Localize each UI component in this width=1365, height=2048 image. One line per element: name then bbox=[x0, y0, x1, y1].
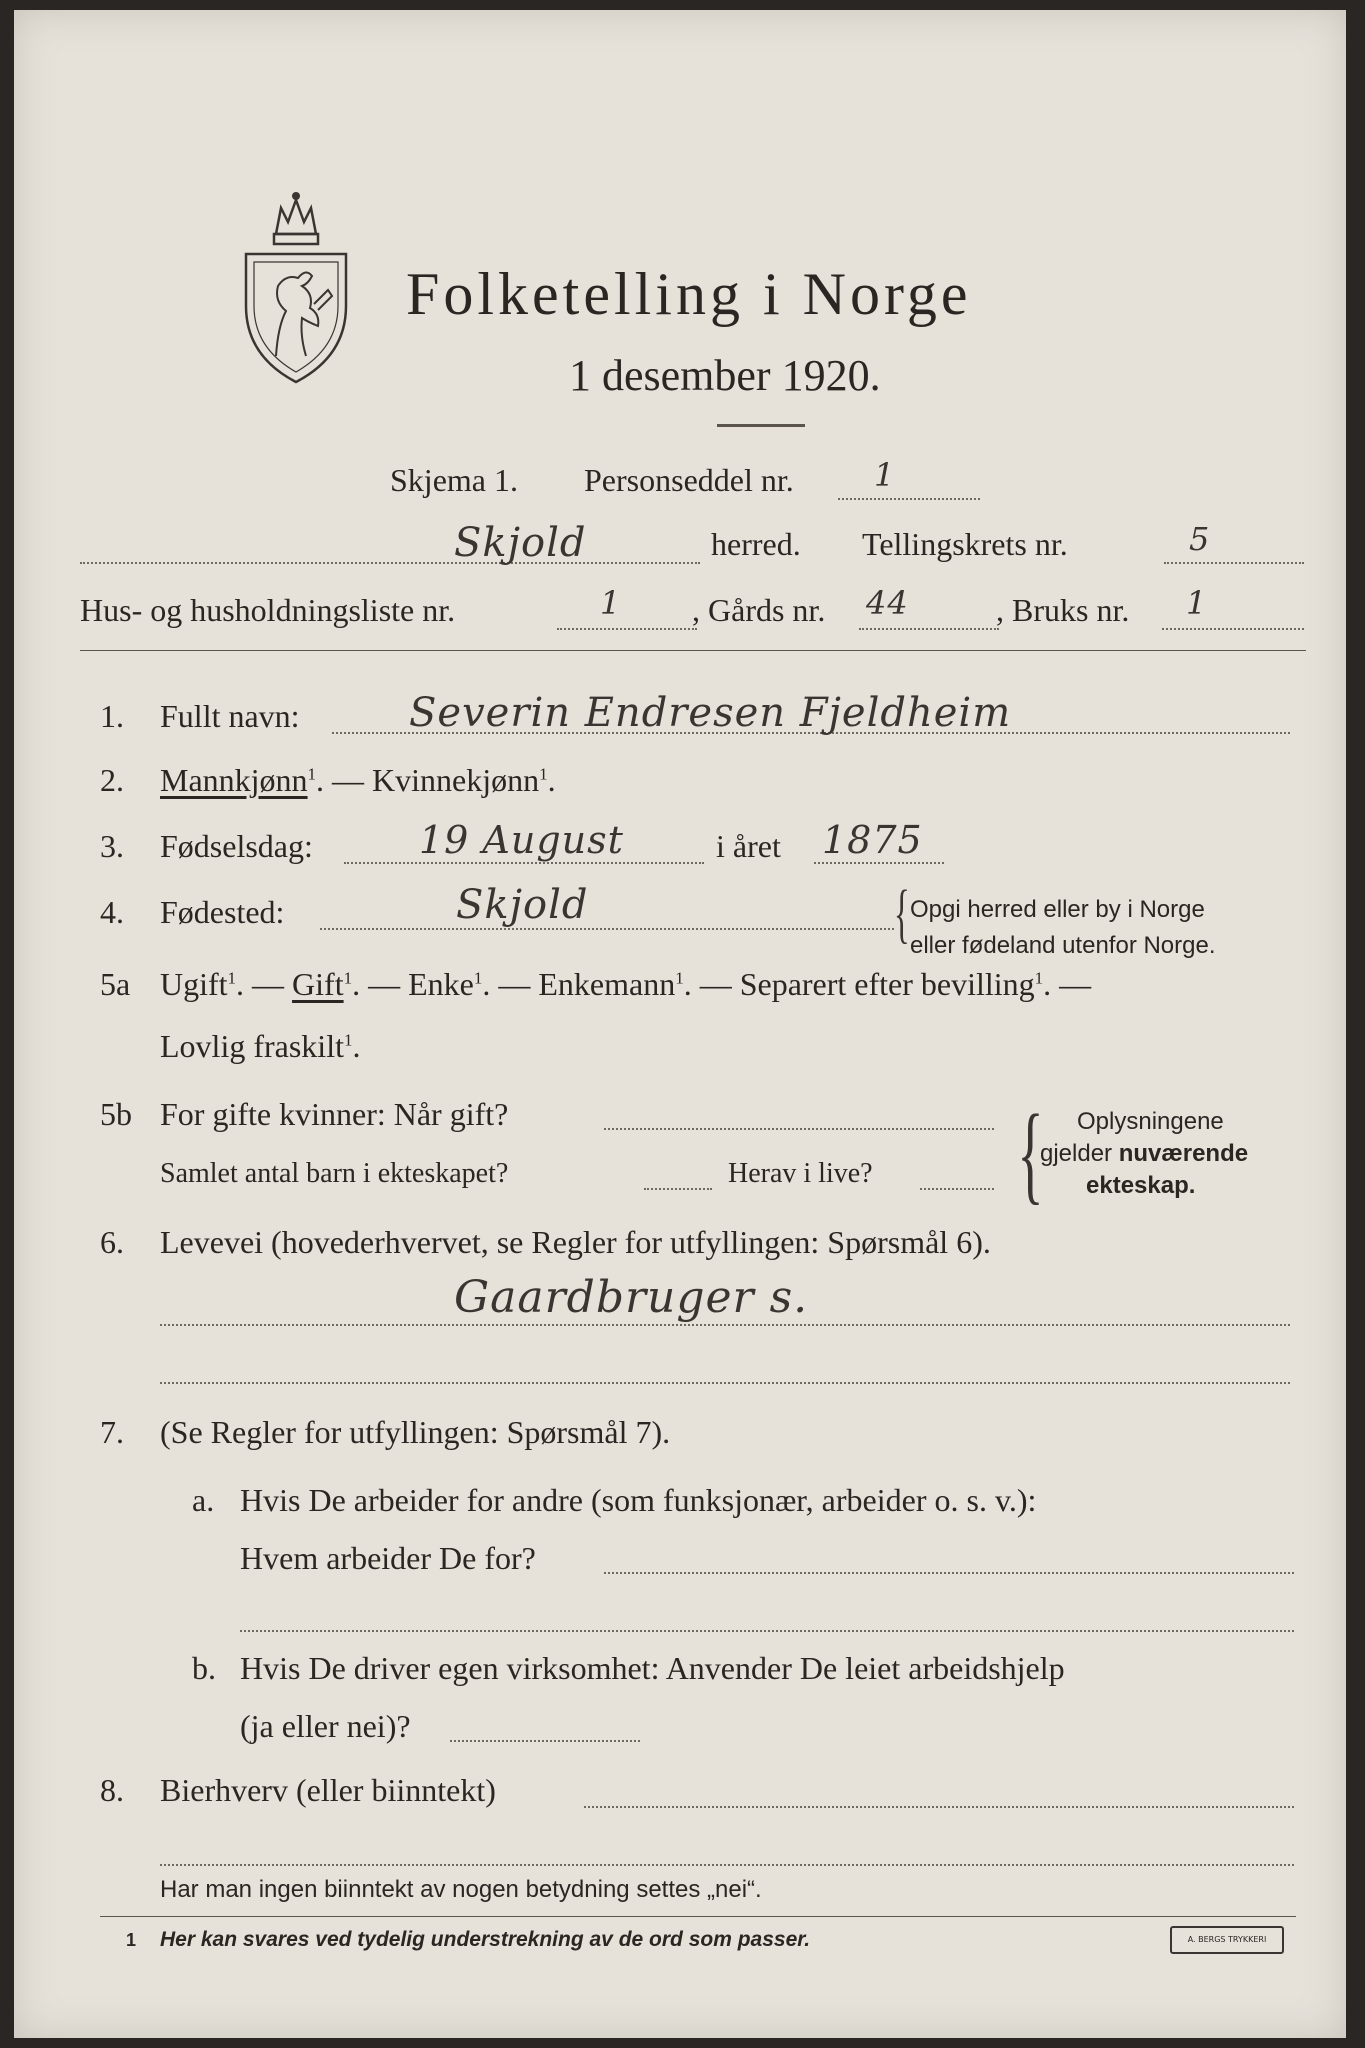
herred-line bbox=[80, 562, 700, 564]
marriage-note-2: gjelder nuværende bbox=[1040, 1140, 1249, 1167]
q1-number: 1. bbox=[100, 698, 124, 734]
birthplace-note-2: eller fødeland utenfor Norge. bbox=[910, 932, 1216, 959]
tellingskrets-value[interactable]: 5 bbox=[1189, 520, 1211, 558]
status-enke[interactable]: Enke bbox=[408, 966, 474, 1002]
gards-value[interactable]: 44 bbox=[866, 584, 909, 622]
title-divider bbox=[717, 424, 805, 427]
year-label: i året bbox=[716, 828, 781, 864]
hired-help-line bbox=[450, 1740, 640, 1742]
employer-line-2 bbox=[240, 1630, 1294, 1632]
side-income-line-2 bbox=[160, 1864, 1294, 1866]
footnote-separator bbox=[100, 1916, 1296, 1917]
q8-label: Bierhverv (eller biinntekt) bbox=[160, 1772, 496, 1808]
bruks-label: , Bruks nr. bbox=[996, 592, 1130, 628]
footnote-text: Her kan svares ved tydelig understrekning av de ord som passer. bbox=[160, 1928, 811, 1951]
q4-number: 4. bbox=[100, 894, 124, 930]
q6-label: Levevei (hovederhvervet, se Regler for utfyllingen: Spørsmål 6). bbox=[160, 1224, 991, 1260]
hus-line bbox=[557, 628, 697, 630]
gender-options: Mannkjønn$^1$. — Kvinnekjønn$^1$. bbox=[160, 762, 556, 798]
herred-label: herred. bbox=[711, 526, 801, 562]
full-name-value[interactable]: Severin Endresen Fjeldheim bbox=[409, 690, 1012, 736]
birthplace-note-1: Opgi herred eller by i Norge bbox=[910, 896, 1205, 923]
children-label: Samlet antal barn i ekteskapet? bbox=[160, 1158, 509, 1189]
census-form bbox=[14, 10, 1346, 2038]
q3-number: 3. bbox=[100, 828, 124, 864]
alive-label: Herav i live? bbox=[728, 1158, 873, 1189]
occupation-line-2 bbox=[160, 1382, 1290, 1384]
gender-male[interactable]: Mannkjønn bbox=[160, 762, 308, 798]
side-income-line-1 bbox=[584, 1806, 1294, 1808]
birthday-line bbox=[344, 862, 704, 864]
side-income-note: Har man ingen biinntekt av nogen betydning settes „nei“. bbox=[160, 1876, 762, 1903]
q8-number: 8. bbox=[100, 1772, 124, 1808]
married-date-line bbox=[604, 1128, 994, 1130]
marital-status-options: Ugift$^1$. — Gift$^1$. — Enke$^1$. — Enkemann$^1$. — Separert efter bevilling$^1$. — bbox=[160, 966, 1092, 1002]
form-title: Folketelling i Norge bbox=[406, 261, 972, 327]
marriage-note-1: Oplysningene bbox=[1077, 1108, 1224, 1135]
gender-female[interactable]: Kvinnekjønn bbox=[372, 762, 540, 798]
footnote-mark: 1 bbox=[126, 1930, 137, 1950]
q7b-number: b. bbox=[192, 1650, 216, 1686]
q5b-number: 5b bbox=[100, 1096, 132, 1132]
status-enkemann[interactable]: Enkemann bbox=[538, 966, 676, 1002]
tellingskrets-label: Tellingskrets nr. bbox=[862, 526, 1068, 562]
personseddel-label: Personseddel nr. bbox=[584, 462, 794, 498]
status-separert[interactable]: Separert efter bevilling bbox=[739, 966, 1035, 1002]
marriage-note-brace: { bbox=[1017, 1092, 1044, 1214]
q5a-number: 5a bbox=[100, 966, 131, 1002]
birthplace-line bbox=[320, 928, 894, 930]
tellingskrets-line bbox=[1164, 562, 1304, 564]
q1-label: Fullt navn: bbox=[160, 698, 300, 734]
q7a-text: Hvis De arbeider for andre (som funksjonær, arbeider o. s. v.): bbox=[240, 1482, 1037, 1518]
status-gift[interactable]: Gift bbox=[292, 966, 344, 1002]
gards-line bbox=[859, 628, 999, 630]
alive-line bbox=[920, 1188, 994, 1190]
q6-number: 6. bbox=[100, 1224, 124, 1260]
marriage-note-3: ekteskap. bbox=[1086, 1172, 1196, 1199]
norway-coat-of-arms-icon bbox=[236, 186, 356, 386]
q7b-text: Hvis De driver egen virksomhet: Anvender De leiet arbeidshjelp bbox=[240, 1650, 1065, 1686]
census-date: 1 desember 1920. bbox=[569, 351, 881, 400]
status-fraskilt[interactable]: Lovlig fraskilt bbox=[160, 1028, 344, 1064]
printer-stamp: A. BERGS TRYKKERI bbox=[1170, 1926, 1284, 1954]
schema-label: Skjema 1. bbox=[390, 462, 518, 498]
birthplace-value[interactable]: Skjold bbox=[456, 882, 589, 928]
q7a-number: a. bbox=[192, 1482, 215, 1518]
bruks-line bbox=[1162, 628, 1304, 630]
birthplace-note-brace: { bbox=[893, 877, 910, 950]
hired-help-label: (ja eller nei)? bbox=[240, 1708, 411, 1744]
year-line bbox=[814, 862, 944, 864]
hus-label: Hus- og husholdningsliste nr. bbox=[80, 592, 456, 628]
occupation-line-1 bbox=[160, 1324, 1290, 1326]
q4-label: Fødested: bbox=[160, 894, 285, 930]
birthday-value[interactable]: 19 August bbox=[419, 818, 624, 862]
herred-value[interactable]: Skjold bbox=[454, 520, 587, 566]
personseddel-line bbox=[838, 498, 980, 500]
gards-label: , Gårds nr. bbox=[692, 592, 826, 628]
q2-number: 2. bbox=[100, 762, 124, 798]
status-ugift[interactable]: Ugift bbox=[160, 966, 228, 1002]
employer-line-1 bbox=[604, 1572, 1294, 1574]
year-value[interactable]: 1875 bbox=[822, 818, 923, 862]
occupation-value[interactable]: Gaardbruger s. bbox=[454, 1272, 809, 1323]
status-fraskilt-row: Lovlig fraskilt$^1$. bbox=[160, 1028, 361, 1064]
personseddel-value[interactable]: 1 bbox=[874, 456, 896, 494]
q3-label: Fødselsdag: bbox=[160, 828, 313, 864]
married-women-label: For gifte kvinner: Når gift? bbox=[160, 1096, 509, 1132]
header-separator bbox=[80, 650, 1306, 651]
hus-value[interactable]: 1 bbox=[600, 584, 622, 622]
bruks-value[interactable]: 1 bbox=[1186, 584, 1208, 622]
employer-label: Hvem arbeider De for? bbox=[240, 1540, 536, 1576]
children-line bbox=[644, 1188, 712, 1190]
q7-label: (Se Regler for utfyllingen: Spørsmål 7). bbox=[160, 1414, 671, 1450]
q7-number: 7. bbox=[100, 1414, 124, 1450]
